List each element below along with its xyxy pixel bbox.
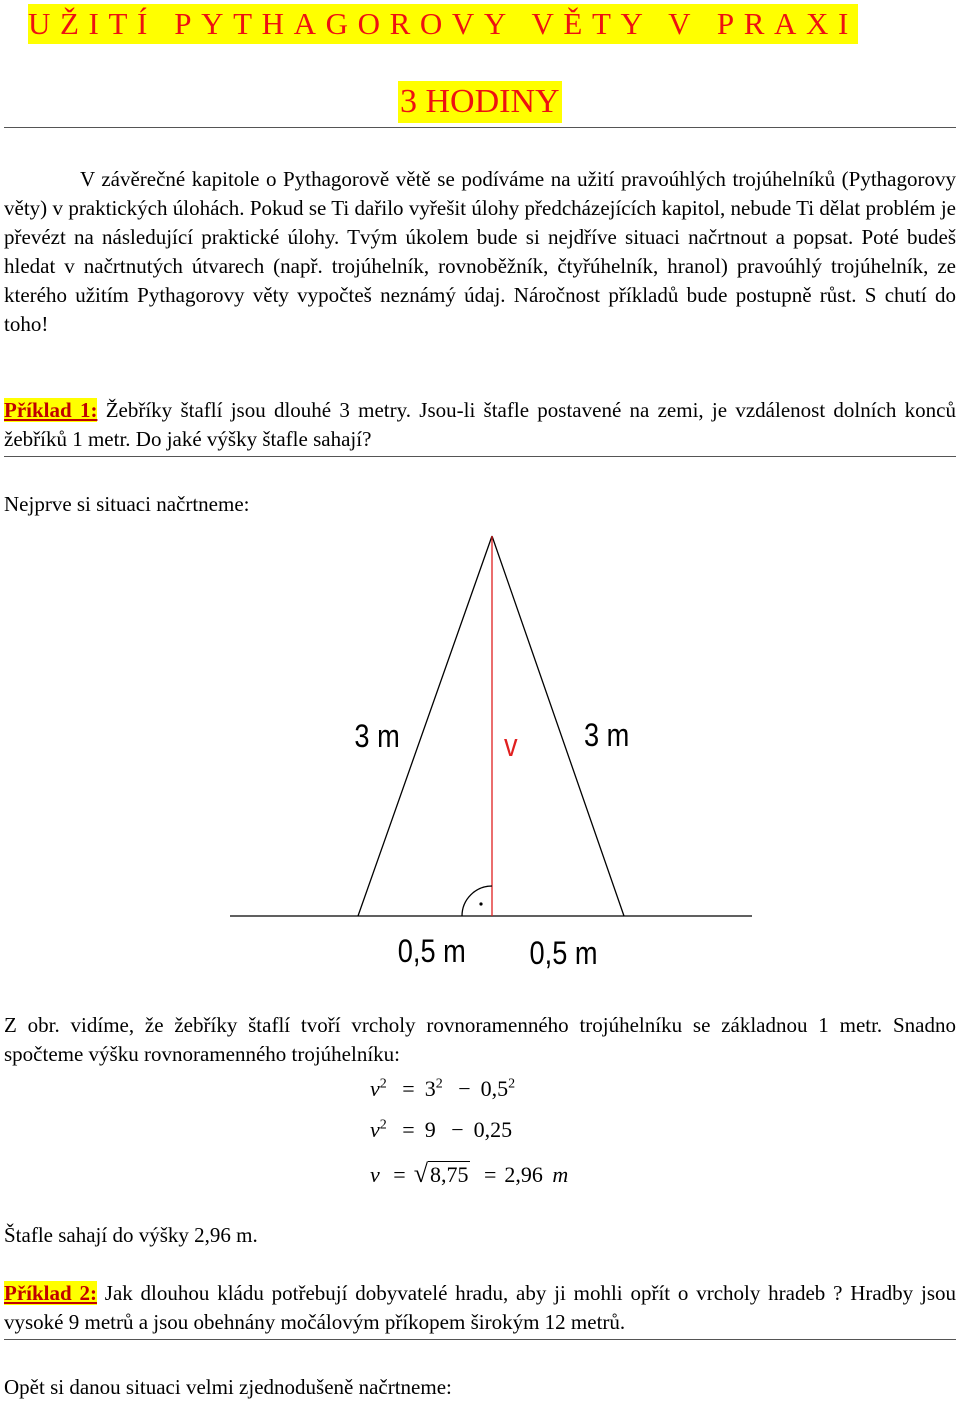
- formula-minus: −: [458, 1076, 471, 1101]
- right-angle-dot: [479, 902, 482, 905]
- divider: [4, 456, 956, 457]
- formula-exp: 2: [435, 1076, 443, 1092]
- formula-exp: 2: [379, 1076, 387, 1092]
- formula-term: 3: [424, 1076, 436, 1101]
- formula-3: [370, 1159, 568, 1189]
- sqrt-sign: √: [413, 1159, 428, 1188]
- formula-minus: −: [451, 1117, 464, 1142]
- height-label: v: [504, 727, 518, 764]
- divider: [4, 127, 956, 128]
- right-angle-mark: [462, 886, 492, 916]
- formula-eq: =: [402, 1117, 415, 1142]
- left-base-label: 0,5 m: [397, 933, 466, 970]
- example-2: [4, 1279, 956, 1337]
- formula-eq: =: [393, 1162, 406, 1187]
- example-2-label: Příklad 2:: [4, 1281, 97, 1305]
- ladder-figure: [0, 520, 960, 1000]
- formula-exp: 2: [508, 1076, 516, 1092]
- formula-term: 0,25: [473, 1117, 513, 1142]
- formula-result: 2,96: [504, 1162, 543, 1187]
- example-2-text: Jak dlouhou kládu potřebují dobyvatelé hradu, aby ji mohli opřít o vrcholy hradeb ? Hradby jsou vysoké 9 metrů a jsou obehnány močálovým příkopem širokým 12 metrů.: [4, 1281, 956, 1334]
- example-1-text: Žebříky štaflí jsou dlouhé 3 metry. Jsou-li štafle postavené na zemi, je vzdálenost dolních konců žebříků 1 metr. Do jaké výšky štafle sahají?: [4, 398, 956, 451]
- formula-exp: 2: [379, 1117, 387, 1133]
- formula-var: v: [370, 1162, 380, 1187]
- conclusion-1: Štafle sahají do výšky 2,96 m.: [4, 1223, 258, 1247]
- formula-2: [370, 1117, 512, 1143]
- formula-term: 0,5: [480, 1076, 509, 1101]
- sketch-intro-2: Opět si danou situaci velmi zjednodušeně načrtneme:: [4, 1375, 452, 1399]
- formula-var: v: [370, 1117, 380, 1142]
- intro-paragraph: V závěrečné kapitole o Pythagorově větě se podíváme na užití pravoúhlých trojúhelníků (Pythagorovy věty) v praktických úlohách. Pokud se Ti dařilo vyřešit úlohy předcházejících kapitol, nebude Ti dělat problém je převézt na následující praktické úlohy. Tvým úkolem bude si nejdříve situaci načrtnout a popsat. Poté budeš hledat v načrtnutých útvarech (např. trojúhelník, rovnoběžník, čtyřúhelník, hranol) pravoúhlý trojúhelník, ze kterého užitím Pythagorovy věty vypočteš neznámý údaj. Náročnost příkladů bude postupně růst. S chutí do toho!: [4, 167, 956, 336]
- page-title: UŽITÍ PYTHAGOROVY VĚTY V PRAXI: [28, 4, 858, 44]
- formula-unit: m: [552, 1162, 569, 1187]
- example-1: [4, 396, 956, 454]
- title-row: [0, 4, 960, 48]
- formula-var: v: [370, 1076, 380, 1101]
- formula-term: 9: [424, 1117, 436, 1142]
- formula-radicand: 8,75: [429, 1162, 469, 1187]
- example-1-label: Příklad 1:: [4, 398, 98, 422]
- formula-1: [370, 1076, 515, 1102]
- observation-paragraph: Z obr. vidíme, že žebříky štaflí tvoří vrcholy rovnoramenného trojúhelníku se základnou 1 metr. Snadno spočteme výšku rovnoramenného trojúhelníku:: [4, 1013, 956, 1066]
- formula-eq: =: [483, 1162, 497, 1187]
- sketch-intro-1: Nejprve si situaci načrtneme:: [4, 492, 250, 516]
- formula-eq: =: [402, 1076, 415, 1101]
- divider: [4, 1339, 956, 1340]
- left-side-label: 3 m: [354, 718, 400, 755]
- hours-badge: 3 HODINY: [398, 81, 562, 123]
- right-base-label: 0,5 m: [529, 935, 598, 972]
- right-side-label: 3 m: [583, 717, 630, 754]
